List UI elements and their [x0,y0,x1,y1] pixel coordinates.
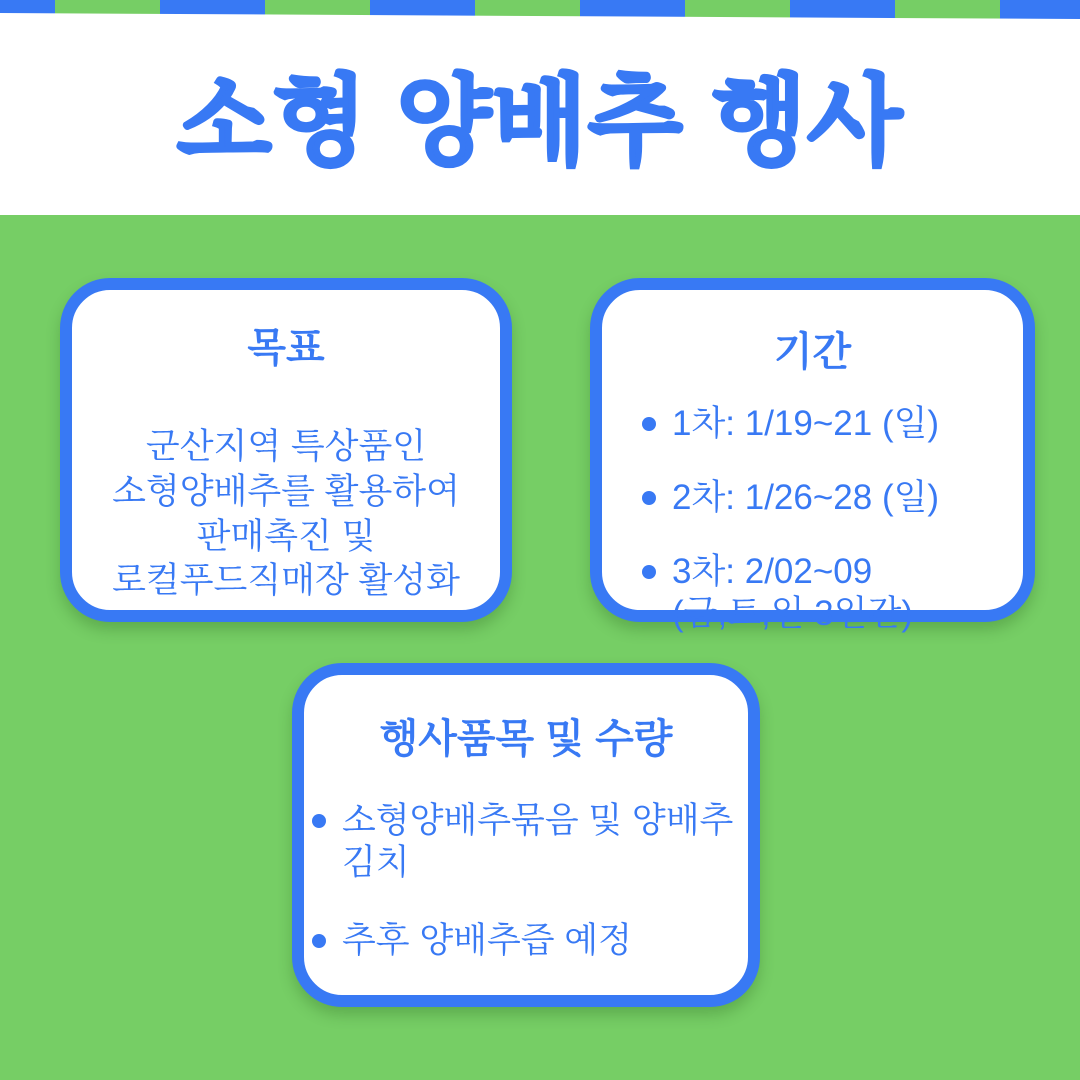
items-item-text: 추후 양배추즙 예정 [342,921,632,960]
banner-segment [1000,0,1080,20]
period-item-text: 2차: 1/26~28 (일) [672,478,940,517]
card-items-title: 행사품목 및 수량 [379,717,673,761]
goal-line: 판매촉진 및 [196,516,376,556]
card-period-title: 기간 [773,330,852,374]
page-title: 소형 양배추 행사 [176,66,904,176]
goal-line: 소형양배추를 활용하여 [112,471,460,511]
period-item-1 [642,403,1013,445]
period-item-2 [642,477,1013,519]
card-items [292,663,760,1007]
items-list [312,800,742,962]
bullet-dot-icon [312,814,326,828]
goal-line: 로컬푸드직매장 활성화 [112,561,460,601]
period-item-3 [642,551,1013,635]
period-item-text-line2: (금,토,일 3일간) [672,594,913,633]
card-goal-title: 목표 [247,326,325,370]
period-item-text: 1차: 1/19~21 (일) [672,404,940,443]
items-item-text: 소형양배추묶음 및 양배추 김치 [342,801,734,882]
bullet-dot-icon [642,565,656,579]
banner-segment [895,0,1000,20]
banner-segment [790,0,895,20]
items-item-2 [312,920,742,962]
period-list [642,403,1013,635]
items-item-1 [312,800,742,884]
bullet-dot-icon [312,934,326,948]
card-goal [60,278,512,622]
bullet-dot-icon [642,417,656,431]
bullet-dot-icon [642,491,656,505]
period-item-text: 3차: 2/02~09 [672,552,873,591]
goal-line: 군산지역 특상품인 [145,427,427,466]
card-goal-body [72,425,500,604]
card-period [590,278,1035,633]
